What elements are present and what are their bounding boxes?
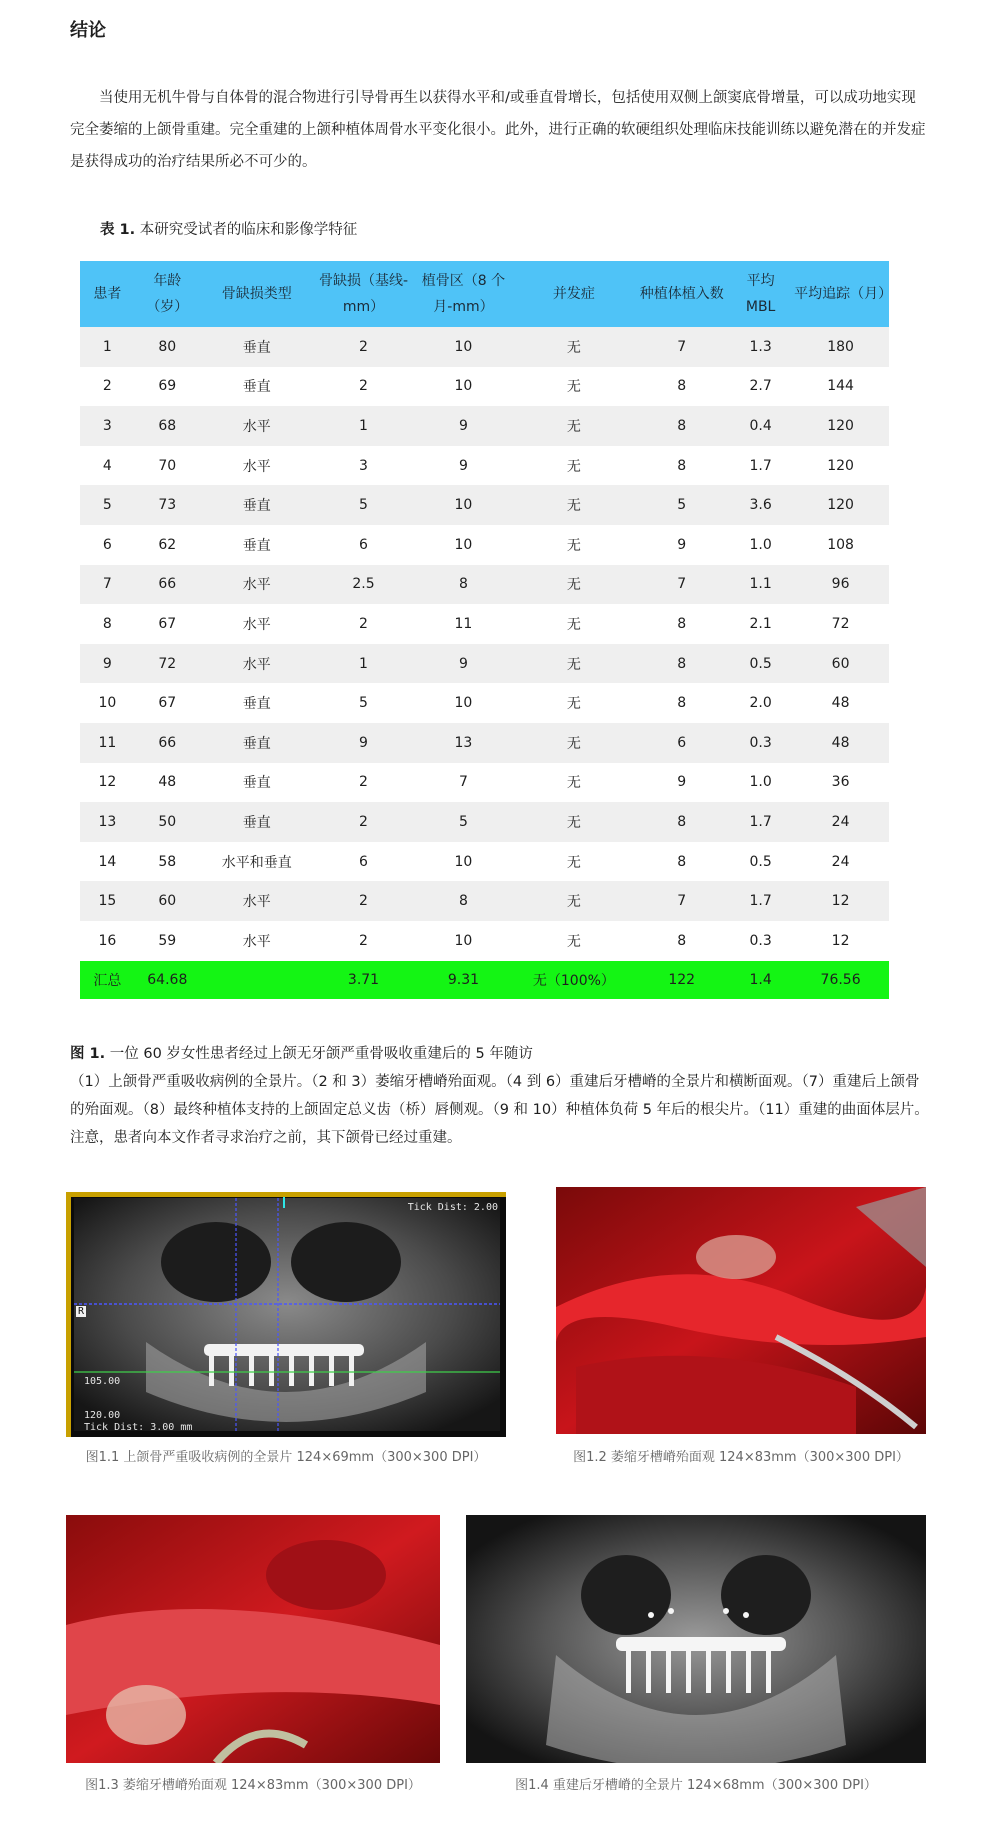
table-cell: 水平 bbox=[200, 644, 314, 684]
table-cell: 0.5 bbox=[729, 842, 792, 882]
header-mean-followup: 平均追踪（月） bbox=[792, 261, 889, 327]
table-cell: 120 bbox=[792, 406, 889, 446]
table-row bbox=[80, 921, 889, 961]
table-cell: 48 bbox=[792, 723, 889, 763]
section-title: 结论 bbox=[70, 20, 106, 41]
header-implant-count: 种植体植入数 bbox=[634, 261, 729, 327]
table-row bbox=[80, 525, 889, 565]
header-complications: 并发症 bbox=[513, 261, 634, 327]
panoramic-xray-graphic-2 bbox=[466, 1515, 926, 1763]
table-cell: 36 bbox=[792, 763, 889, 803]
table-row bbox=[80, 327, 889, 367]
figure-caption-title bbox=[70, 1040, 930, 1068]
table-cell: 5 bbox=[634, 485, 729, 525]
table-cell: 120 bbox=[792, 446, 889, 486]
table-row bbox=[80, 367, 889, 407]
clinical-photo-graphic-2 bbox=[66, 1515, 440, 1763]
table-cell: 水平和垂直 bbox=[200, 842, 314, 882]
table-cell: 无 bbox=[513, 763, 634, 803]
figure-1-2-caption: 图1.2 萎缩牙槽嵴殆面观 124×83mm（300×300 DPI） bbox=[573, 1450, 909, 1465]
header-age: 年龄（岁） bbox=[135, 261, 200, 327]
table-cell: 8 bbox=[634, 802, 729, 842]
table-row bbox=[80, 881, 889, 921]
table-cell: 垂直 bbox=[200, 327, 314, 367]
table-cell: 48 bbox=[135, 763, 200, 803]
table-cell: 垂直 bbox=[200, 485, 314, 525]
table-cell: 9 bbox=[634, 763, 729, 803]
table-cell: 1.0 bbox=[729, 525, 792, 565]
panoramic-xray-graphic bbox=[66, 1192, 506, 1437]
table-cell: 3 bbox=[314, 446, 414, 486]
table-cell: 12 bbox=[80, 763, 135, 803]
total-cell: 9.31 bbox=[413, 961, 513, 999]
table-cell: 10 bbox=[413, 842, 513, 882]
total-cell: 汇总 bbox=[80, 961, 135, 999]
table-cell: 无 bbox=[513, 881, 634, 921]
table-cell: 2 bbox=[314, 921, 414, 961]
scale-label-2: 120.00 bbox=[84, 1410, 121, 1421]
total-cell: 1.4 bbox=[729, 961, 792, 999]
table-cell: 60 bbox=[792, 644, 889, 684]
r-marker-label: R bbox=[78, 1306, 85, 1317]
table-cell: 14 bbox=[80, 842, 135, 882]
table-row bbox=[80, 723, 889, 763]
table-cell: 8 bbox=[634, 683, 729, 723]
table-cell: 水平 bbox=[200, 604, 314, 644]
table-cell: 67 bbox=[135, 604, 200, 644]
table-cell: 无 bbox=[513, 327, 634, 367]
figure-1-3-caption: 图1.3 萎缩牙槽嵴殆面观 124×83mm（300×300 DPI） bbox=[85, 1778, 421, 1793]
table-cell: 2 bbox=[314, 327, 414, 367]
table-cell: 108 bbox=[792, 525, 889, 565]
table-cell: 无 bbox=[513, 604, 634, 644]
table-cell: 3 bbox=[80, 406, 135, 446]
table-cell: 80 bbox=[135, 327, 200, 367]
table-cell: 12 bbox=[792, 881, 889, 921]
tick-dist-bottom-label: Tick Dist: 3.00 mm bbox=[84, 1422, 193, 1433]
table-cell: 无 bbox=[513, 565, 634, 605]
table-cell: 垂直 bbox=[200, 525, 314, 565]
table-cell: 2 bbox=[80, 367, 135, 407]
table-cell: 144 bbox=[792, 367, 889, 407]
table-cell: 48 bbox=[792, 683, 889, 723]
table-cell: 66 bbox=[135, 723, 200, 763]
table-cell: 8 bbox=[634, 367, 729, 407]
table-cell: 8 bbox=[634, 604, 729, 644]
table-cell: 24 bbox=[792, 802, 889, 842]
table-cell: 0.4 bbox=[729, 406, 792, 446]
table-caption-label: 表 1. bbox=[100, 222, 136, 238]
table-cell: 7 bbox=[634, 881, 729, 921]
table-row bbox=[80, 485, 889, 525]
table-total-row bbox=[80, 961, 889, 999]
table-row bbox=[80, 604, 889, 644]
table-cell: 1.7 bbox=[729, 802, 792, 842]
table-cell: 0.5 bbox=[729, 644, 792, 684]
table-cell: 66 bbox=[135, 565, 200, 605]
table-cell: 无 bbox=[513, 446, 634, 486]
table-cell: 70 bbox=[135, 446, 200, 486]
table-cell: 1 bbox=[314, 406, 414, 446]
table-row bbox=[80, 842, 889, 882]
table-cell: 7 bbox=[80, 565, 135, 605]
characteristics-table bbox=[80, 261, 893, 999]
table-cell: 13 bbox=[413, 723, 513, 763]
table-cell: 无 bbox=[513, 842, 634, 882]
figure-1-1-image bbox=[66, 1192, 506, 1437]
table-cell: 10 bbox=[80, 683, 135, 723]
table-cell: 无 bbox=[513, 802, 634, 842]
table-cell: 5 bbox=[413, 802, 513, 842]
table-body bbox=[80, 327, 889, 961]
table-cell: 垂直 bbox=[200, 723, 314, 763]
table-cell: 水平 bbox=[200, 446, 314, 486]
table-cell: 69 bbox=[135, 367, 200, 407]
table-cell: 50 bbox=[135, 802, 200, 842]
header-defect-type: 骨缺损类型 bbox=[200, 261, 314, 327]
table-cell: 2.5 bbox=[314, 565, 414, 605]
table-cell: 7 bbox=[413, 763, 513, 803]
table-cell: 1.7 bbox=[729, 881, 792, 921]
table-cell: 8 bbox=[413, 881, 513, 921]
table-cell: 12 bbox=[792, 921, 889, 961]
table-cell: 13 bbox=[80, 802, 135, 842]
table-cell: 2 bbox=[314, 367, 414, 407]
clinical-photo-graphic bbox=[556, 1187, 926, 1434]
table-row bbox=[80, 565, 889, 605]
table-cell: 96 bbox=[792, 565, 889, 605]
table-cell: 73 bbox=[135, 485, 200, 525]
table-cell: 180 bbox=[792, 327, 889, 367]
table-cell: 10 bbox=[413, 367, 513, 407]
figure-1-2-image bbox=[556, 1187, 926, 1434]
table-cell: 5 bbox=[80, 485, 135, 525]
table-cell: 7 bbox=[634, 327, 729, 367]
table-cell: 水平 bbox=[200, 565, 314, 605]
table-row bbox=[80, 763, 889, 803]
table-cell: 6 bbox=[80, 525, 135, 565]
table-cell: 0.3 bbox=[729, 723, 792, 763]
table-cell: 9 bbox=[314, 723, 414, 763]
table-cell: 水平 bbox=[200, 921, 314, 961]
table-cell: 10 bbox=[413, 683, 513, 723]
table-cell: 无 bbox=[513, 683, 634, 723]
header-mean-mbl: 平均 MBL bbox=[729, 261, 792, 327]
table-cell: 72 bbox=[792, 604, 889, 644]
total-cell: 76.56 bbox=[792, 961, 889, 999]
table-cell: 2.0 bbox=[729, 683, 792, 723]
table-cell: 9 bbox=[413, 446, 513, 486]
table-cell: 无 bbox=[513, 723, 634, 763]
table-cell: 无 bbox=[513, 921, 634, 961]
table-cell: 8 bbox=[634, 842, 729, 882]
table-cell: 无 bbox=[513, 644, 634, 684]
table-cell: 2 bbox=[314, 763, 414, 803]
table-header-row bbox=[80, 261, 889, 327]
table-cell: 4 bbox=[80, 446, 135, 486]
table-cell: 59 bbox=[135, 921, 200, 961]
table-cell: 9 bbox=[413, 406, 513, 446]
table-cell: 58 bbox=[135, 842, 200, 882]
total-cell: 122 bbox=[634, 961, 729, 999]
scale-label-1: 105.00 bbox=[84, 1376, 121, 1387]
table-cell: 垂直 bbox=[200, 683, 314, 723]
table-cell: 2 bbox=[314, 881, 414, 921]
table-cell: 24 bbox=[792, 842, 889, 882]
table-cell: 8 bbox=[80, 604, 135, 644]
table-cell: 10 bbox=[413, 327, 513, 367]
table-cell: 无 bbox=[513, 485, 634, 525]
table-cell: 0.3 bbox=[729, 921, 792, 961]
table-cell: 15 bbox=[80, 881, 135, 921]
table-cell: 72 bbox=[135, 644, 200, 684]
table-cell: 10 bbox=[413, 921, 513, 961]
table-cell: 无 bbox=[513, 367, 634, 407]
table-row bbox=[80, 802, 889, 842]
table-cell: 6 bbox=[314, 842, 414, 882]
table-row bbox=[80, 406, 889, 446]
table-cell: 水平 bbox=[200, 406, 314, 446]
table-cell: 2 bbox=[314, 802, 414, 842]
table-cell: 16 bbox=[80, 921, 135, 961]
table-cell: 6 bbox=[314, 525, 414, 565]
table-cell: 8 bbox=[634, 406, 729, 446]
total-cell: 64.68 bbox=[135, 961, 200, 999]
header-defect-baseline: 骨缺损（基线-mm） bbox=[314, 261, 414, 327]
table-cell: 5 bbox=[314, 683, 414, 723]
table-cell: 10 bbox=[413, 525, 513, 565]
table-cell: 10 bbox=[413, 485, 513, 525]
total-cell bbox=[200, 961, 314, 999]
table-cell: 垂直 bbox=[200, 367, 314, 407]
figure-caption-label: 图 1. bbox=[70, 1046, 106, 1062]
table-cell: 6 bbox=[634, 723, 729, 763]
table-cell: 1 bbox=[314, 644, 414, 684]
table-cell: 无 bbox=[513, 406, 634, 446]
table-cell: 11 bbox=[413, 604, 513, 644]
table-row bbox=[80, 446, 889, 486]
table-cell: 无 bbox=[513, 525, 634, 565]
table-cell: 3.6 bbox=[729, 485, 792, 525]
total-cell: 无（100%） bbox=[513, 961, 634, 999]
table-cell: 垂直 bbox=[200, 763, 314, 803]
table-cell: 62 bbox=[135, 525, 200, 565]
table-row bbox=[80, 644, 889, 684]
table-cell: 60 bbox=[135, 881, 200, 921]
table-cell: 1 bbox=[80, 327, 135, 367]
table-cell: 水平 bbox=[200, 881, 314, 921]
table-cell: 8 bbox=[634, 644, 729, 684]
table-cell: 11 bbox=[80, 723, 135, 763]
table-cell: 垂直 bbox=[200, 802, 314, 842]
table-cell: 9 bbox=[80, 644, 135, 684]
conclusion-paragraph: 当使用无机牛骨与自体骨的混合物进行引导骨再生以获得水平和/或垂直骨增长，包括使用双侧上颌窦底骨增量，可以成功地实现完全萎缩的上颌骨重建。完全重建的上颌种植体周骨水平变化很小。此外，进行正确的软硬组织处理临床技能训练以避免潜在的并发症是获得成功的治疗结果所必不可少的。 bbox=[70, 90, 926, 170]
table-row bbox=[80, 683, 889, 723]
table-cell: 8 bbox=[634, 446, 729, 486]
table-cell: 68 bbox=[135, 406, 200, 446]
table-cell: 8 bbox=[634, 921, 729, 961]
figure-1-1-caption: 图1.1 上颌骨严重吸收病例的全景片 124×69mm（300×300 DPI） bbox=[85, 1450, 487, 1465]
table-caption bbox=[100, 218, 357, 239]
figure-1-4-caption: 图1.4 重建后牙槽嵴的全景片 124×68mm（300×300 DPI） bbox=[515, 1778, 877, 1793]
header-patient: 患者 bbox=[80, 261, 135, 327]
table-cell: 2 bbox=[314, 604, 414, 644]
figure-caption-body: （1）上颌骨严重吸收病例的全景片。（2 和 3）萎缩牙槽嵴殆面观。（4 到 6）重建后牙槽嵴的全景片和横断面观。（7）重建后上颌骨的殆面观。（8）最终种植体支持的上颌固定总义齿（桥）唇侧观。（9 和 10）种植体负荷 5 年后的根尖片。（11）重建的曲面体层片。注意，患者向本文作者寻求治疗之前，其下颌骨已经过重建。 bbox=[70, 1074, 929, 1146]
table-cell: 1.3 bbox=[729, 327, 792, 367]
total-cell: 3.71 bbox=[314, 961, 414, 999]
figure-caption-title-text: 一位 60 岁女性患者经过上颌无牙颌严重骨吸收重建后的 5 年随访 bbox=[105, 1046, 533, 1062]
table-cell: 2.1 bbox=[729, 604, 792, 644]
table-cell: 120 bbox=[792, 485, 889, 525]
figure-1-3-image bbox=[66, 1515, 440, 1763]
table-cell: 1.1 bbox=[729, 565, 792, 605]
figure-caption bbox=[70, 1040, 930, 1152]
table-cell: 5 bbox=[314, 485, 414, 525]
table-cell: 8 bbox=[413, 565, 513, 605]
table-cell: 7 bbox=[634, 565, 729, 605]
tick-dist-top-label: Tick Dist: 2.00 bbox=[407, 1202, 498, 1213]
table-cell: 9 bbox=[413, 644, 513, 684]
table-cell: 1.0 bbox=[729, 763, 792, 803]
table-cell: 1.7 bbox=[729, 446, 792, 486]
table-cell: 9 bbox=[634, 525, 729, 565]
table-cell: 2.7 bbox=[729, 367, 792, 407]
table-cell: 67 bbox=[135, 683, 200, 723]
header-graft-area: 植骨区（8 个月-mm） bbox=[413, 261, 513, 327]
table-caption-text: 本研究受试者的临床和影像学特征 bbox=[135, 222, 358, 238]
figure-1-4-image bbox=[466, 1515, 926, 1763]
